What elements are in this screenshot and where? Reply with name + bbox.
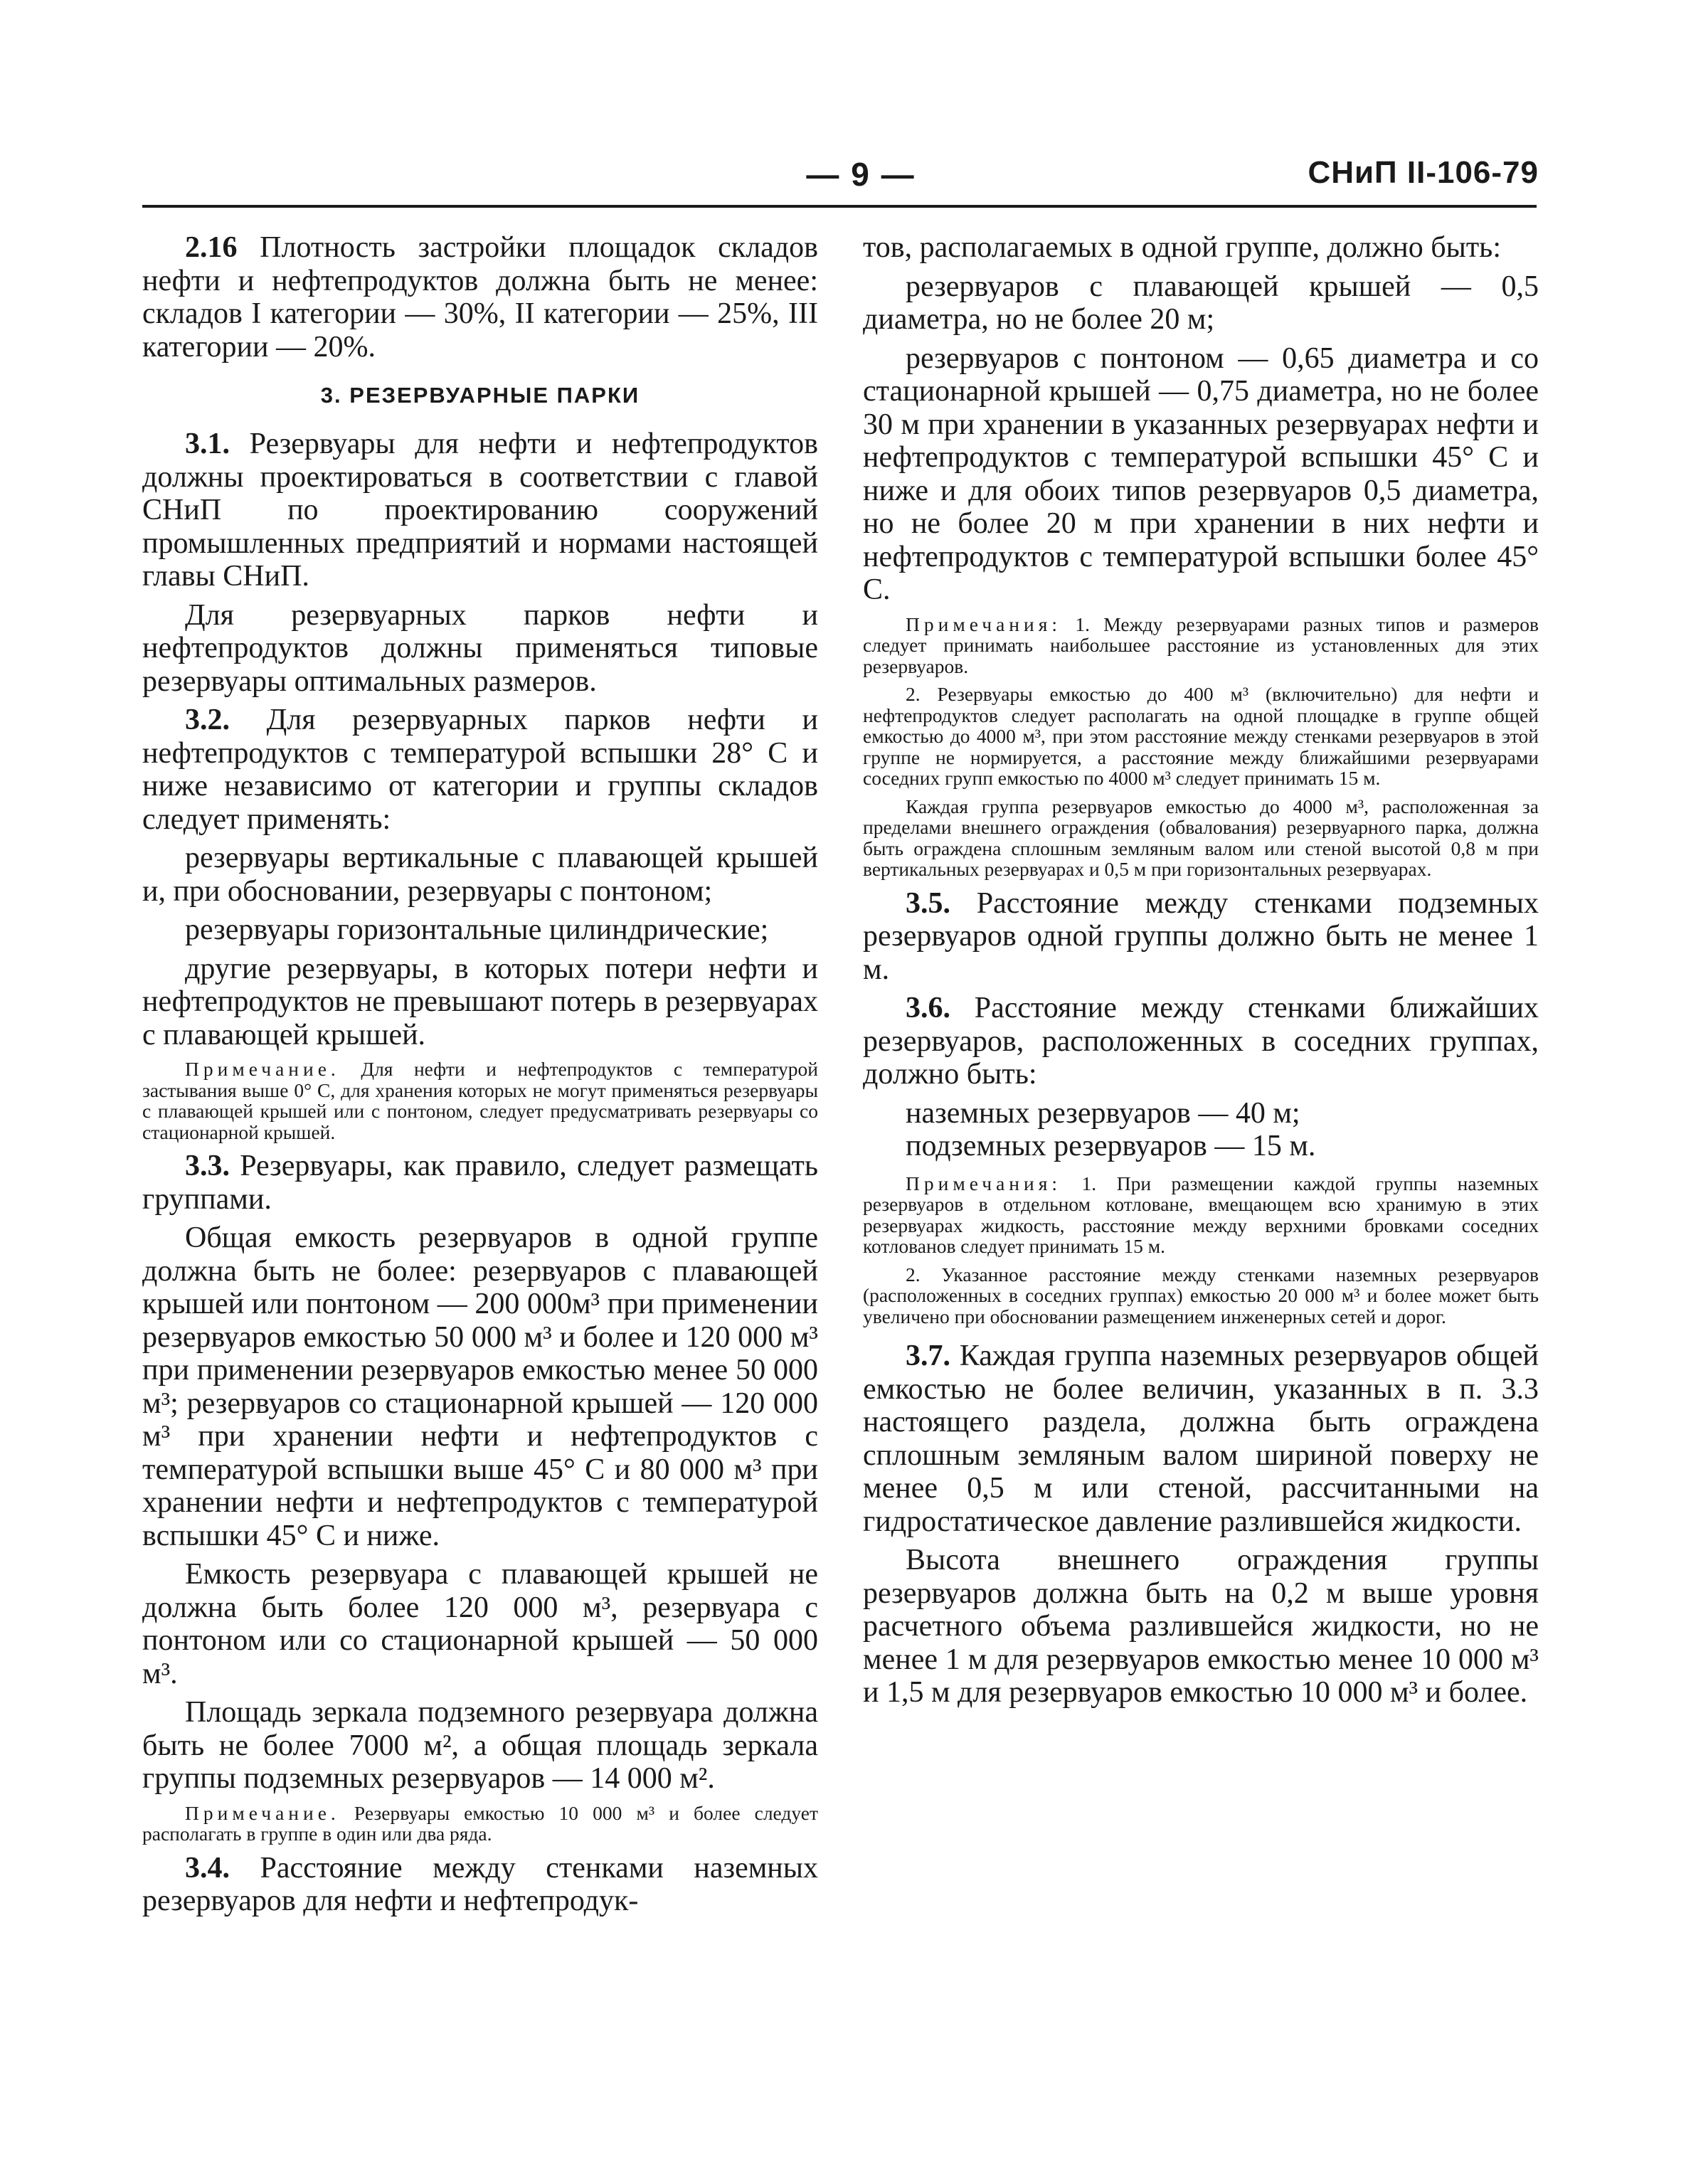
list-item: резервуары горизонтальные цилиндрические; bbox=[185, 913, 769, 946]
note bbox=[142, 1803, 818, 1845]
clause-text: Расстояние между стенками ближайших резервуаров, расположенных в соседних группах, должно быть: bbox=[863, 992, 1539, 1091]
note bbox=[863, 1173, 1539, 1257]
note bbox=[142, 1059, 818, 1143]
note-item: 2. Указанное расстояние между стенками наземных резервуаров (расположенных в соседних группах) емкостью 20 000 м³ и более может быть увеличено при обосновании размещением инженерных сетей и дорог. bbox=[863, 1263, 1539, 1327]
paragraph-3-7 bbox=[863, 1340, 1539, 1538]
clause-text: Плотность застройки площадок складов нефти и нефтепродуктов должна быть не менее: складов I категории — 30%, II категории — 25%, III категории — 20%. bbox=[142, 231, 818, 364]
note-text: 1. При размещении каждой группы наземных резервуаров в отдельном котловане, вмещающем всю хранимую в этих резервуарах жидкость, расстояние между верхними бровками соседних котлованов следует принимать 15 м. bbox=[863, 1172, 1539, 1257]
right-column bbox=[863, 231, 1539, 1715]
paragraph-3-4-continued: тов, располагаемых в одной группе, должно быть: bbox=[863, 231, 1501, 264]
note bbox=[863, 614, 1539, 677]
note-text: 1. Между резервуарами разных типов и размеров следует принимать наибольшее расстояние из установленных для этих резервуаров. bbox=[863, 613, 1539, 677]
note-label: Примечания: bbox=[906, 1172, 1062, 1194]
paragraph-3-6 bbox=[863, 992, 1539, 1091]
note-item: 2. Резервуары емкостью до 400 м³ (включительно) для нефти и нефтепродуктов следует располагать на одной площадке в группе общей емкостью до 4000 м³, при этом расстояние между стенками резервуаров в этой группе не нормируется, а расстояние между ближайшими резервуарами соседних групп емкостью по 4000 м³ следует принимать 15 м. bbox=[863, 683, 1539, 789]
paragraph-3-5 bbox=[863, 887, 1539, 987]
paragraph-3-7-b: Высота внешнего ограждения группы резервуаров должна быть на 0,2 м выше уровня расчетного объема разлившейся жидкости, но не менее 1 м для резервуаров емкостью менее 10 000 м³ и 1,5 м для резервуаров емкостью 10 000 м³ и более. bbox=[863, 1544, 1539, 1709]
clause-number: 3.4. bbox=[185, 1851, 230, 1885]
left-column bbox=[142, 231, 818, 1924]
paragraph-3-1 bbox=[142, 428, 818, 593]
note-text: Резервуары емкостью 10 000 м³ и более следует располагать в группе в один или два ряда. bbox=[142, 1801, 818, 1845]
list-item: резервуаров с понтоном — 0,65 диаметра и со стационарной крышей — 0,75 диаметра, но не более 30 м при хранении в указанных резервуарах нефти и нефтепродуктов с температурой вспышки 45° С и ниже и для обоих типов резервуаров 0,5 диаметра, но не более 20 м при хранении в них нефти и нефтепродуктов с температурой вспышки более 45° С. bbox=[863, 341, 1539, 606]
paragraph-3-2 bbox=[142, 704, 818, 836]
note-text: Для нефти и нефтепродуктов с температурой застывания выше 0° С, для хранения которых не могут применяться резервуары с плавающей крышей или с понтоном, следует предусматривать резервуары со стационарной крышей. bbox=[142, 1058, 818, 1143]
clause-text: Для резервуарных парков нефти и нефтепродуктов с температурой вспышки 28° С и ниже независимо от категории и группы складов следует применять: bbox=[142, 704, 818, 836]
list-item: наземных резервуаров — 40 м; bbox=[906, 1096, 1300, 1130]
note-label: Примечания: bbox=[906, 613, 1062, 635]
clause-text: Расстояние между стенками подземных резервуаров одной группы должно быть не менее 1 м. bbox=[863, 886, 1539, 986]
clause-text: Резервуары для нефти и нефтепродуктов должны проектироваться в соответствии с главой СНиП по проектированию сооружений промышленных предприятий и нормами настоящей главы СНиП. bbox=[142, 428, 818, 593]
clause-number: 2.16 bbox=[185, 231, 238, 264]
clause-number: 3.3. bbox=[185, 1150, 230, 1182]
paragraph-3-3 bbox=[142, 1150, 818, 1216]
clause-number: 3.6. bbox=[906, 992, 950, 1024]
paragraph-3-3-d: Площадь зеркала подземного резервуара должна быть не более 7000 м², а общая площадь зеркала группы подземных резервуаров — 14 000 м². bbox=[142, 1696, 818, 1795]
paragraph-3-3-c: Емкость резервуара с плавающей крышей не должна быть более 120 000 м³, резервуара с понтоном или со стационарной крышей — 50 000 м³. bbox=[142, 1558, 818, 1690]
list-item: резервуаров с плавающей крышей — 0,5 диаметра, но не более 20 м; bbox=[863, 270, 1539, 336]
note-label: Примечание. bbox=[185, 1058, 340, 1080]
section-heading: 3. РЕЗЕРВУАРНЫЕ ПАРКИ bbox=[320, 383, 640, 408]
paragraph-3-3-b: Общая емкость резервуаров в одной группе должна быть не более: резервуаров с плавающей крышей или понтоном — 200 000м³ при применении резервуаров емкостью 50 000 м³ и более и 120 000 м³ при применении резервуаров емкостью менее 50 000 м³; резервуаров со стационарной крышей — 120 000 м³ при хранении нефти и нефтепродуктов с температурой вспышки выше 45° С и 80 000 м³ при хранении нефти и нефтепродуктов с температурой вспышки 45° С и ниже. bbox=[142, 1221, 818, 1552]
clause-number: 3.2. bbox=[185, 704, 230, 736]
document-code: СНиП II-106-79 bbox=[1308, 155, 1539, 190]
page-number: — 9 — bbox=[806, 156, 916, 193]
clause-text: Расстояние между стенками наземных резервуаров для нефти и нефтепродук- bbox=[142, 1851, 818, 1917]
clause-number: 3.5. bbox=[906, 886, 950, 920]
paragraph-3-1-b: Для резервуарных парков нефти и нефтепродуктов должны применяться типовые резервуары оптимальных размеров. bbox=[142, 598, 818, 698]
list-item: другие резервуары, в которых потери нефти и нефтепродуктов не превышают потерь в резервуарах с плавающей крышей. bbox=[142, 952, 818, 1051]
clause-text: Каждая группа наземных резервуаров общей емкостью не более величин, указанных в п. 3.3 настоящего раздела, должна быть ограждена сплошным земляным валом шириной поверху не менее 0,5 м или стеной, рассчитанными на гидростатическое давление разлившейся жидкости. bbox=[863, 1340, 1539, 1538]
paragraph-2-16 bbox=[142, 231, 818, 364]
clause-number: 3.7. bbox=[906, 1340, 950, 1372]
clause-text: Резервуары, как правило, следует размещать группами. bbox=[142, 1150, 818, 1216]
list-item: подземных резервуаров — 15 м. bbox=[906, 1130, 1316, 1162]
header-rule bbox=[142, 205, 1537, 208]
note-label: Примечание. bbox=[185, 1801, 340, 1824]
paragraph-3-4 bbox=[142, 1852, 818, 1918]
list-item: резервуары вертикальные с плавающей крышей и, при обосновании, резервуары с понтоном; bbox=[142, 842, 818, 908]
clause-number: 3.1. bbox=[185, 428, 230, 460]
note-item: Каждая группа резервуаров емкостью до 4000 м³, расположенная за пределами внешнего ограждения (обвалования) резервуарного парка, должна быть ограждена сплошным земляным валом или стеной высотой 0,8 м при вертикальных резервуарах и 0,5 м при горизонтальных резервуарах. bbox=[863, 795, 1539, 880]
